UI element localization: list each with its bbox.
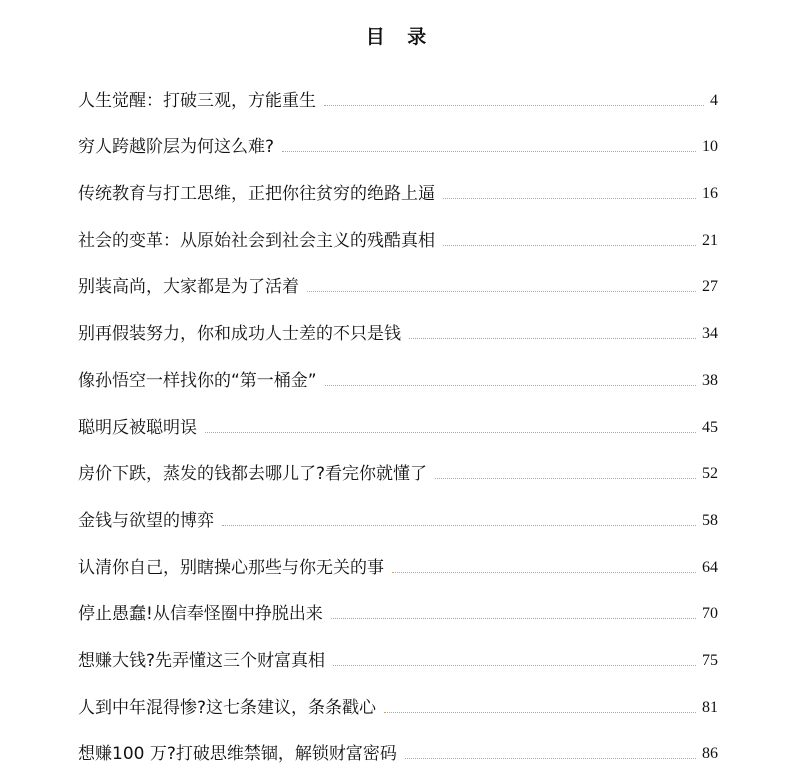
dot-leader: [392, 572, 696, 573]
toc-entry-page: 75: [702, 651, 718, 669]
toc-entry-page: 45: [702, 418, 718, 436]
toc-entry[interactable]: [78, 720, 718, 767]
toc-entry[interactable]: [78, 486, 718, 533]
toc-title: 目 录: [365, 26, 435, 48]
toc-entry[interactable]: [78, 346, 718, 393]
toc-entry-title: 金钱与欲望的博弈: [78, 510, 214, 531]
toc-entry[interactable]: [78, 253, 718, 300]
toc-entry[interactable]: [78, 533, 718, 580]
toc-entry-page: 10: [702, 138, 718, 156]
dot-leader: [435, 478, 696, 479]
dot-leader: [324, 105, 704, 106]
dot-leader: [325, 385, 696, 386]
toc-entry-page: 70: [702, 605, 718, 623]
toc-entry-title: 传统教育与打工思维，正把你往贫穷的绝路上逼: [78, 184, 435, 205]
dot-leader: [405, 758, 696, 759]
toc-entry-title: 聪明反被聪明误: [78, 417, 197, 438]
toc-entry-page: 4: [710, 91, 718, 109]
dot-leader: [307, 291, 696, 292]
dot-leader: [443, 198, 696, 199]
toc-entry-page: 16: [702, 185, 718, 203]
toc-entry[interactable]: [78, 66, 718, 113]
dot-leader: [331, 618, 696, 619]
toc-entry-page: 21: [702, 231, 718, 249]
toc-entry[interactable]: [78, 206, 718, 253]
toc-entry[interactable]: [78, 440, 718, 487]
toc-entry-title: 房价下跌，蒸发的钱都去哪儿了?看完你就懂了: [78, 464, 428, 485]
toc-entry-title: 停止愚蠢!从信奉怪圈中挣脱出来: [78, 604, 323, 625]
toc-entry-page: 81: [702, 698, 718, 716]
toc-entry-title: 想赚100 万?打破思维禁锢，解锁财富密码: [78, 744, 397, 765]
toc-entry-page: 86: [702, 745, 718, 763]
toc-entry[interactable]: [78, 626, 718, 673]
toc-entry[interactable]: [78, 113, 718, 160]
toc-entry-title: 认清你自己，别瞎操心那些与你无关的事: [78, 557, 384, 578]
toc-entry[interactable]: [78, 159, 718, 206]
toc-entry[interactable]: [78, 580, 718, 627]
toc-entry[interactable]: [78, 299, 718, 346]
toc-entry-page: 64: [702, 558, 718, 576]
toc-entry-title: 别再假装努力，你和成功人士差的不只是钱: [78, 324, 401, 345]
toc-entry-page: 38: [702, 371, 718, 389]
toc-entry-title: 别装高尚，大家都是为了活着: [78, 277, 299, 298]
dot-leader: [384, 712, 696, 713]
toc-entry-title: 穷人跨越阶层为何这么难?: [78, 137, 275, 158]
dot-leader: [222, 525, 696, 526]
toc-entry-title: 想赚大钱?先弄懂这三个财富真相: [78, 650, 326, 671]
toc-entry-page: 58: [702, 511, 718, 529]
dot-leader: [443, 245, 696, 246]
toc-entry-page: 34: [702, 325, 718, 343]
toc-entry[interactable]: [78, 393, 718, 440]
toc-entry-title: 人生觉醒：打破三观，方能重生: [78, 90, 316, 111]
dot-leader: [282, 151, 696, 152]
toc-entry-page: 52: [702, 465, 718, 483]
toc-list: [78, 66, 718, 766]
dot-leader: [409, 338, 696, 339]
dot-leader: [205, 432, 696, 433]
toc-entry-title: 社会的变革：从原始社会到社会主义的残酷真相: [78, 230, 435, 251]
toc-entry-page: 27: [702, 278, 718, 296]
toc-entry[interactable]: [78, 673, 718, 720]
toc-entry-title: 像孙悟空一样找你的“第一桶金”: [78, 370, 317, 391]
dot-leader: [333, 665, 696, 666]
toc-entry-title: 人到中年混得惨?这七条建议，条条戳心: [78, 697, 377, 718]
